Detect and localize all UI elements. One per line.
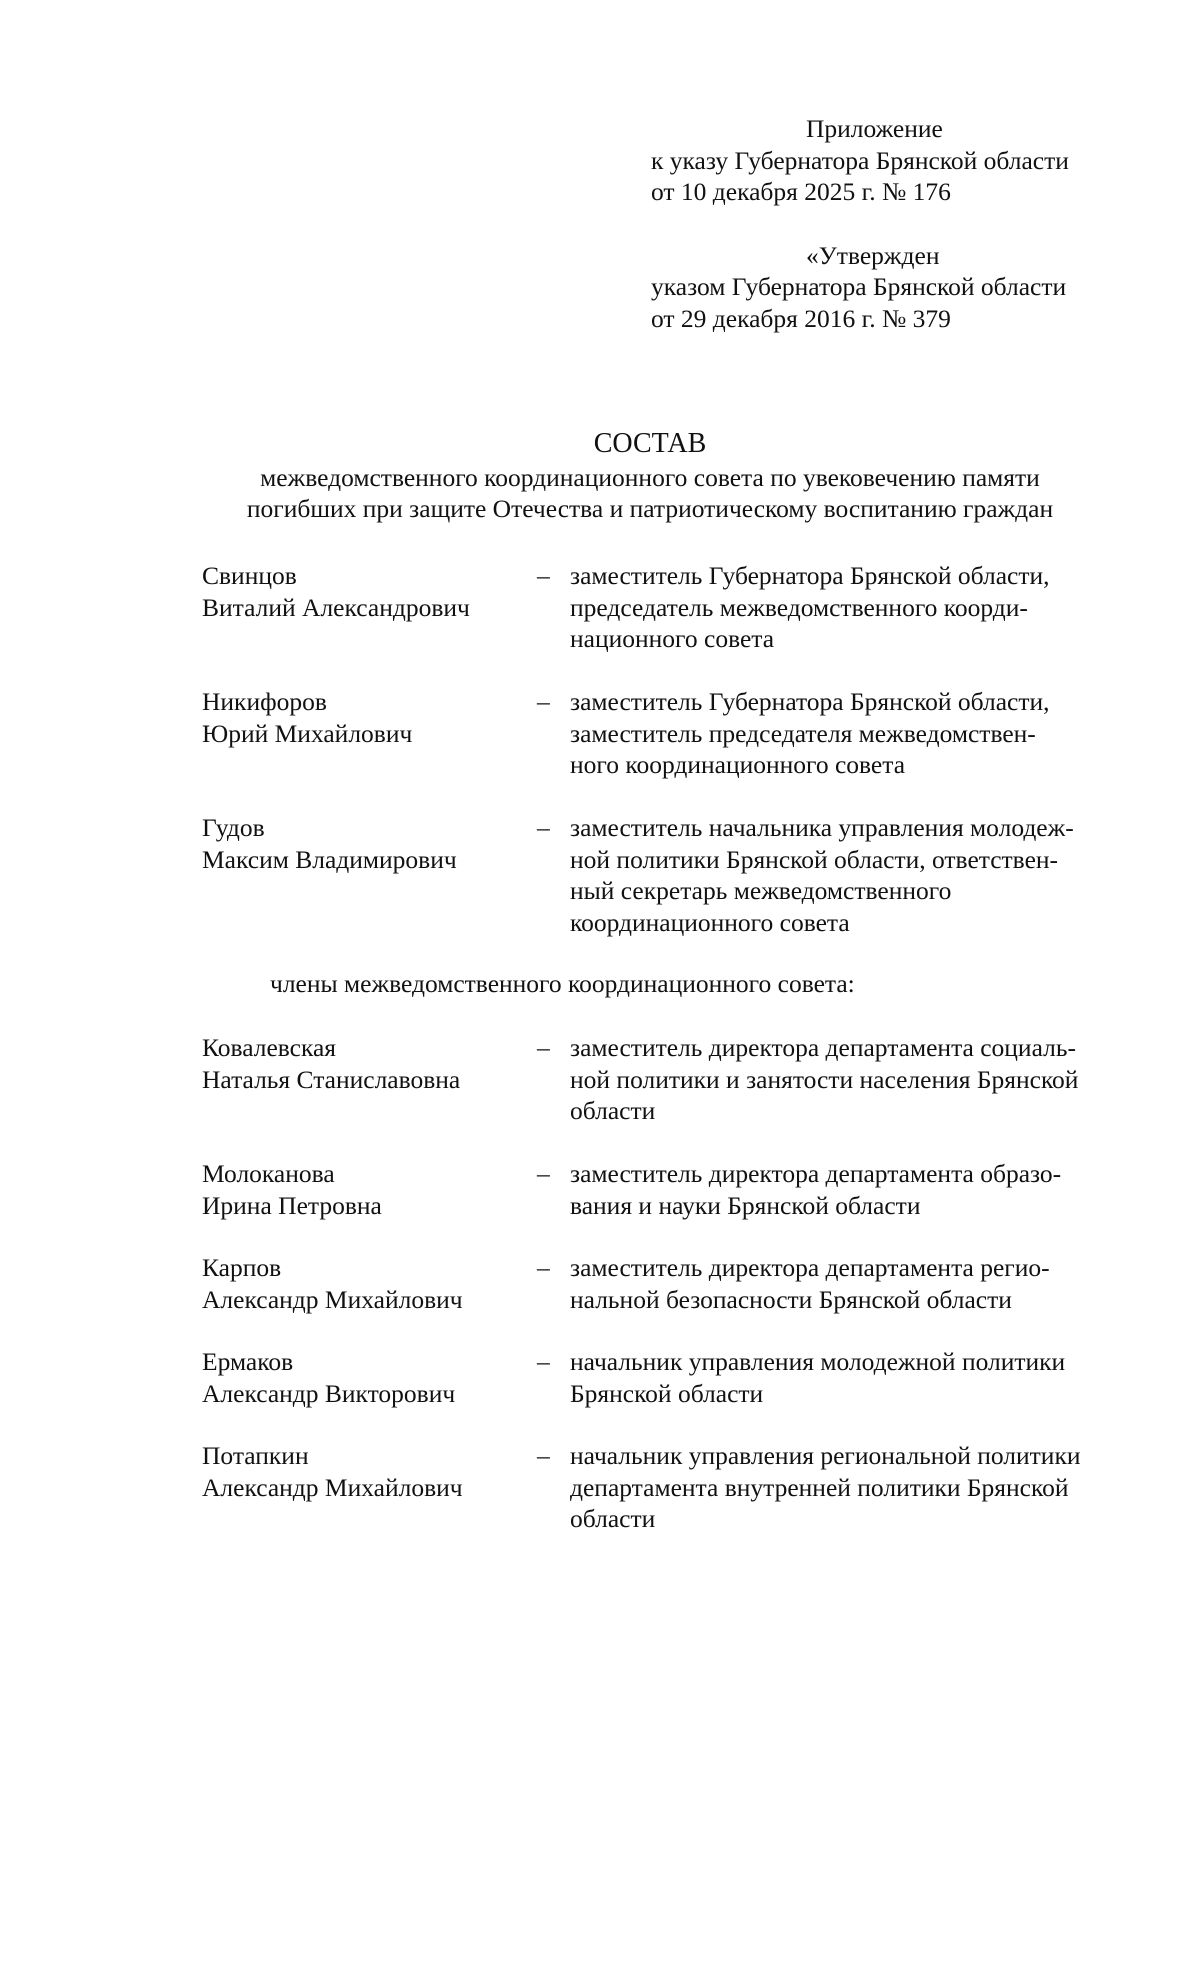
member-role xyxy=(570,1346,1140,1409)
role-line: председатель межведомственного коорди- xyxy=(570,592,1028,622)
member-given-name: Виталий Александрович xyxy=(202,592,470,622)
dash-separator: – xyxy=(537,561,550,590)
role-line: заместитель председателя межведомствен- xyxy=(570,718,1036,748)
dash-separator: – xyxy=(537,1033,550,1062)
dash-separator: – xyxy=(537,1441,550,1470)
title-main: СОСТАВ xyxy=(593,428,707,459)
appendix-title: Приложение xyxy=(806,114,943,143)
member-role xyxy=(570,560,1140,655)
role-line: области xyxy=(570,1096,656,1125)
approved-decree-date: от 29 декабря 2016 г. № 379 xyxy=(651,303,951,333)
dash-separator: – xyxy=(537,687,550,716)
member-role xyxy=(570,686,1140,781)
member-surname: Ермаков xyxy=(202,1347,294,1376)
role-line: заместитель директора департамента регио- xyxy=(570,1253,1050,1282)
member-given-name: Ирина Петровна xyxy=(202,1190,382,1220)
member-surname: Никифоров xyxy=(202,687,327,716)
member-surname: Потапкин xyxy=(202,1441,309,1470)
member-given-name: Александр Михайлович xyxy=(202,1472,463,1502)
role-line: заместитель директора департамента образо- xyxy=(570,1159,1062,1188)
role-line: заместитель директора департамента социаль- xyxy=(570,1033,1076,1062)
member-surname: Гудов xyxy=(202,813,265,842)
member-role xyxy=(570,1440,1140,1535)
member-surname: Свинцов xyxy=(202,561,297,590)
member-role xyxy=(570,1158,1140,1221)
approved-decree-ref: указом Губернатора Брянской области xyxy=(651,272,1067,301)
member-role xyxy=(570,1252,1140,1315)
member-surname: Молоканова xyxy=(202,1159,335,1188)
member-given-name: Юрий Михайлович xyxy=(202,718,413,748)
appendix-decree-date: от 10 декабря 2025 г. № 176 xyxy=(651,177,951,206)
role-line: вания и науки Брянской области xyxy=(570,1190,921,1220)
role-line: заместитель начальника управления молодеж- xyxy=(570,813,1074,842)
title-subtitle-line1: межведомственного координационного совета по увековечению памяти xyxy=(260,462,1040,492)
dash-separator: – xyxy=(537,813,550,842)
role-line: ной политики и занятости населения Брянской xyxy=(570,1064,1079,1094)
composition-title xyxy=(150,428,1150,525)
member-role xyxy=(570,1032,1140,1127)
member-surname: Карпов xyxy=(202,1253,282,1282)
member-role xyxy=(570,812,1140,938)
appendix-header xyxy=(651,113,1171,334)
role-line: ного координационного совета xyxy=(570,750,906,779)
dash-separator: – xyxy=(537,1347,550,1376)
approved-label: «Утвержден xyxy=(806,240,940,270)
role-line: начальник управления молодежной политики xyxy=(570,1347,1066,1376)
role-line: департамента внутренней политики Брянской xyxy=(570,1472,1069,1502)
member-given-name: Александр Михайлович xyxy=(202,1284,463,1314)
member-surname: Ковалевская xyxy=(202,1033,337,1062)
role-line: заместитель Губернатора Брянской области, xyxy=(570,561,1050,590)
role-line: Брянской области xyxy=(570,1378,764,1408)
member-given-name: Наталья Станиславовна xyxy=(202,1064,461,1094)
role-line: нальной безопасности Брянской области xyxy=(570,1284,1012,1314)
member-name xyxy=(202,1440,532,1503)
member-name xyxy=(202,1252,532,1315)
member-name xyxy=(202,686,532,749)
role-line: ный секретарь межведомственного xyxy=(570,876,952,905)
member-name xyxy=(202,1158,532,1221)
member-name xyxy=(202,812,532,875)
role-line: национного совета xyxy=(570,624,775,653)
role-line: области xyxy=(570,1504,656,1533)
title-subtitle-line2: погибших при защите Отечества и патриотическому воспитанию граждан xyxy=(246,494,1054,523)
appendix-decree-ref: к указу Губернатора Брянской области xyxy=(651,145,1069,175)
dash-separator: – xyxy=(537,1253,550,1282)
role-line: заместитель Губернатора Брянской области, xyxy=(570,687,1050,716)
members-section-heading: члены межведомственного координационного совета: xyxy=(270,969,855,998)
dash-separator: – xyxy=(537,1159,550,1188)
member-given-name: Максим Владимирович xyxy=(202,844,457,874)
member-name xyxy=(202,1346,532,1409)
role-line: координационного совета xyxy=(570,907,850,937)
member-name xyxy=(202,1032,532,1095)
member-given-name: Александр Викторович xyxy=(202,1378,456,1408)
role-line: начальник управления региональной политики xyxy=(570,1441,1081,1470)
role-line: ной политики Брянской области, ответствен- xyxy=(570,844,1059,874)
member-name xyxy=(202,560,532,623)
